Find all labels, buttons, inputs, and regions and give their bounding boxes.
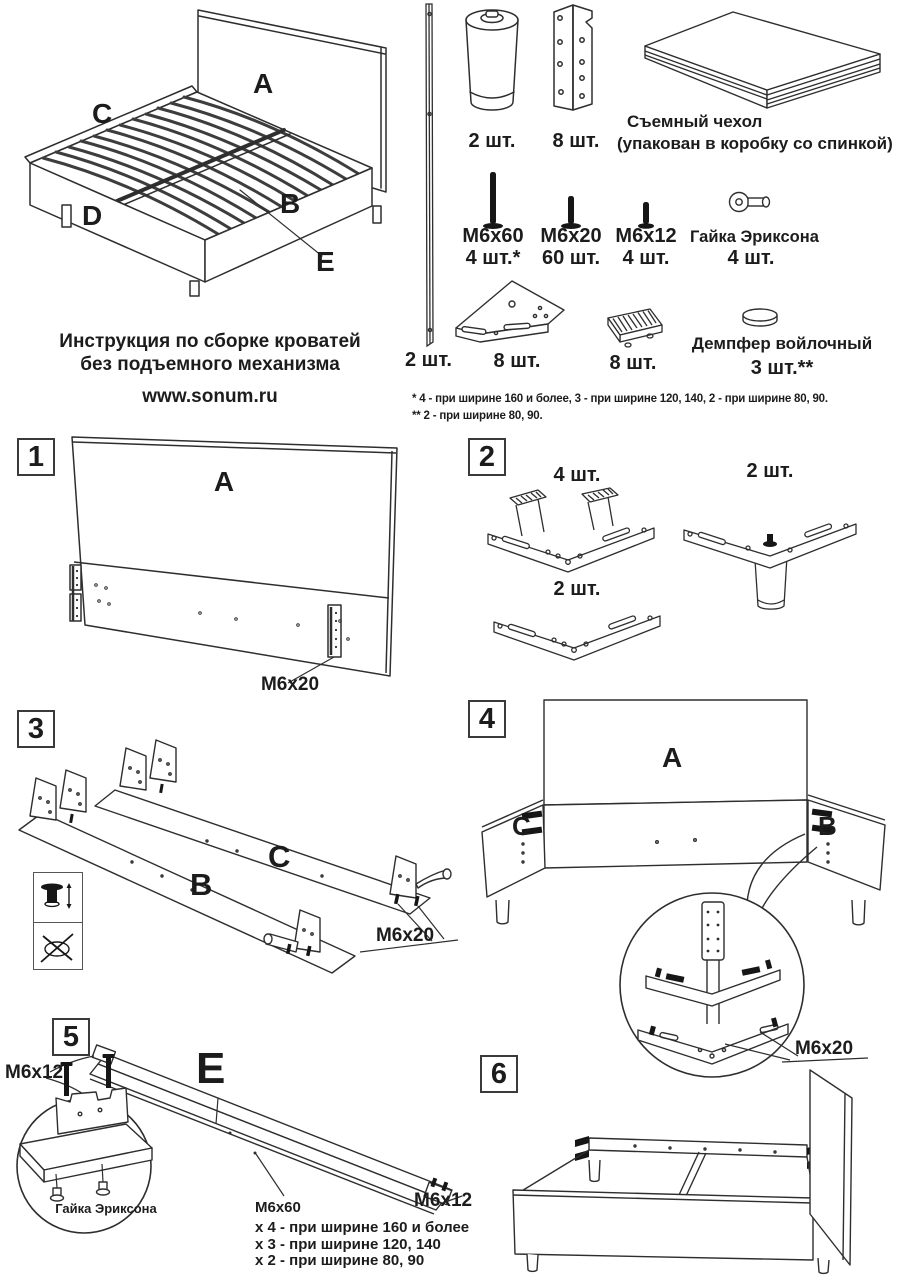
depth-dont-cell <box>34 922 82 971</box>
part-erikson-nut-figure <box>728 190 774 214</box>
step-2-plate-with-leg-figure <box>678 512 863 622</box>
label-siderail-b: B <box>280 188 301 219</box>
part-slat-pad-qty: 8 шт. <box>609 352 657 374</box>
part-erikson-nut-qty: 4 шт. <box>727 247 775 269</box>
depth-hint-box <box>33 872 83 970</box>
part-bolt-m6x60-qty: 4 шт.* <box>465 247 521 269</box>
part-corner-angle-figure <box>546 2 600 116</box>
step-4-label-c: C <box>512 811 531 841</box>
step-4-label-b: B <box>818 811 837 841</box>
part-erikson-nut-label: Гайка Эриксона <box>690 228 819 246</box>
parts-footnote-2: ** 2 - при ширине 80, 90. <box>412 410 543 422</box>
label-siderail-c: C <box>92 98 113 129</box>
part-corner-plate-qty: 8 шт. <box>493 350 541 372</box>
step-4-screw-label: М6х20 <box>794 1038 854 1059</box>
part-bolt-m6x12-label: М6х12 <box>615 225 677 247</box>
step-2-qty-plain: 2 шт. <box>553 578 601 600</box>
part-slat-pad-figure <box>598 306 666 352</box>
step-3-label-b: B <box>190 867 213 902</box>
part-bolt-m6x12-qty: 4 шт. <box>622 247 670 269</box>
part-bolt-m6x20-qty: 60 шт. <box>541 247 601 269</box>
label-centerbeam-e: E <box>316 246 335 277</box>
step-5-number: 5 <box>62 1020 80 1053</box>
part-leg-figure <box>462 4 522 118</box>
step-1-label-a: A <box>213 466 235 497</box>
part-felt-damper-qty: 3 шт.** <box>750 357 814 379</box>
part-bolt-m6x60-label: М6х60 <box>462 225 524 247</box>
step-1-screw-label: М6х20 <box>260 674 320 695</box>
part-cover-figure <box>645 6 893 114</box>
website-url: www.sonum.ru <box>142 386 278 407</box>
part-cover-title: Съемный чехол <box>627 112 763 131</box>
part-cover-note: (упакован в коробку со спинкой) <box>617 134 893 153</box>
step-3-number: 3 <box>27 712 45 745</box>
part-strip-figure <box>421 2 437 348</box>
part-bolt-m6x20-label: М6х20 <box>540 225 602 247</box>
step-5-screw-label-left: М6х12 <box>5 1062 64 1083</box>
step-6-number: 6 <box>490 1057 508 1090</box>
step-5-bolt60-label: М6х60 <box>255 1199 301 1216</box>
step-2-number-box <box>468 438 506 476</box>
label-footboard-d: D <box>82 200 103 231</box>
step-5-nut-label: Гайка Эриксона <box>55 1201 157 1216</box>
step-4-number: 4 <box>478 702 496 735</box>
page-title-line1: Инструкция по сборке кроватей <box>59 331 361 352</box>
step-5-width-note-2: х 3 - при ширине 120, 140 <box>255 1236 441 1253</box>
step-5-label-e: E <box>196 1044 226 1093</box>
step-6-figure <box>485 1062 895 1277</box>
overview-bed-figure <box>0 0 420 310</box>
step-3-label-c: C <box>268 839 291 874</box>
step-4-label-a: A <box>662 742 683 773</box>
part-strip-qty: 2 шт. <box>405 349 452 371</box>
step-2-qty-with-leg: 2 шт. <box>746 460 794 482</box>
depth-do-cell <box>34 873 82 922</box>
step-2-plate-with-pads-figure <box>482 488 660 576</box>
step-2-number: 2 <box>478 440 496 473</box>
page-title-line2: без подъемного механизма <box>80 354 340 375</box>
step-5-width-note-1: х 4 - при ширине 160 и более <box>255 1219 470 1236</box>
part-leg-qty: 2 шт. <box>468 130 516 152</box>
step-5-screw-label-right: М6х12 <box>414 1190 473 1211</box>
step-1-number: 1 <box>27 440 45 473</box>
step-2-plain-plate-figure <box>488 608 666 672</box>
part-felt-damper-label: Демпфер войлочный <box>691 334 873 353</box>
part-felt-damper-figure <box>740 306 782 330</box>
step-3-screw-label: М6х20 <box>375 925 435 946</box>
step-2-qty-pads: 4 шт. <box>553 464 601 486</box>
part-corner-plate-figure <box>452 276 567 354</box>
screw-depth-icon <box>38 878 78 918</box>
step-5-width-note-3: х 2 - при ширине 80, 90 <box>255 1252 425 1269</box>
part-corner-angle-qty: 8 шт. <box>552 130 600 152</box>
parts-footnote-1: * 4 - при ширине 160 и более, 3 - при ширине 120, 140, 2 - при ширине 80, 90. <box>412 393 828 405</box>
crossed-out-icon <box>38 927 78 967</box>
label-headboard-a: A <box>253 68 274 99</box>
